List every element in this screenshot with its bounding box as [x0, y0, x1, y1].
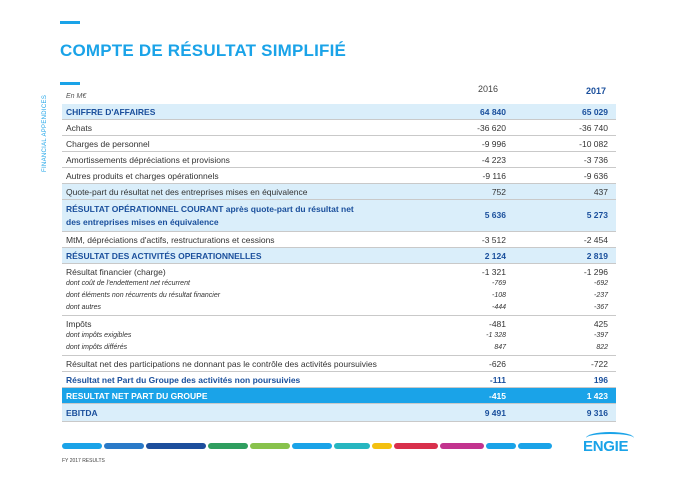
table-subrow — [62, 342, 616, 356]
band-segment — [146, 443, 206, 449]
engie-logo: ENGIE — [583, 438, 629, 455]
table-row — [62, 168, 616, 184]
value-2016: 9 491 — [484, 408, 506, 418]
row-label: EBITDA — [66, 408, 98, 418]
band-segment — [518, 443, 552, 449]
row-label: CHIFFRE D'AFFAIRES — [66, 107, 156, 117]
value-2017: 822 — [596, 344, 608, 351]
row-label: MtM, dépréciations d'actifs, restructurations et cessions — [66, 235, 275, 245]
value-2016: -1 328 — [486, 332, 506, 339]
value-2016: -415 — [488, 391, 506, 401]
row-label: Résultat net des participations ne donnant pas le contrôle des activités poursuivies — [66, 359, 377, 369]
value-2016: -108 — [491, 292, 506, 299]
band-segment — [394, 443, 438, 449]
value-2016: -9 996 — [481, 139, 506, 149]
value-2017: -397 — [593, 332, 608, 339]
side-section-label: FINANCIAL APPENDICES — [42, 94, 48, 172]
value-2017: 437 — [593, 187, 608, 197]
row-label: Charges de personnel — [66, 139, 150, 149]
band-segment — [292, 443, 332, 449]
table-row-operating-activities — [62, 248, 616, 264]
table-row-ebitda — [62, 404, 616, 422]
value-2017: -36 740 — [579, 123, 608, 133]
value-2016: -481 — [488, 319, 506, 329]
top-accent-bar — [60, 21, 80, 24]
brand-color-band — [62, 443, 552, 449]
table-row-net-income — [62, 388, 616, 404]
table-row-equity-share — [62, 184, 616, 200]
value-2017: -367 — [593, 304, 608, 311]
table-row — [62, 120, 616, 136]
table-row — [62, 356, 616, 372]
band-segment — [486, 443, 516, 449]
row-label: Impôts — [66, 319, 92, 329]
value-2017: -237 — [593, 292, 608, 299]
table-row — [62, 232, 616, 248]
value-2016: -111 — [489, 375, 506, 385]
table-row-discontinued — [62, 372, 616, 388]
row-label: Quote-part du résultat net des entreprises mises en équivalence — [66, 187, 308, 197]
value-2016: 2 124 — [484, 251, 506, 261]
value-2017: 1 423 — [586, 391, 608, 401]
value-2017: 196 — [593, 375, 608, 385]
row-label: Autres produits et charges opérationnels — [66, 171, 219, 181]
table-row — [62, 264, 616, 278]
value-2016: 847 — [494, 344, 506, 351]
value-2016: -4 223 — [481, 155, 506, 165]
value-2017: -2 454 — [583, 235, 608, 245]
row-label: dont éléments non récurrents du résultat financier — [66, 292, 221, 299]
table-subrow — [62, 278, 616, 290]
unit-label: En M€ — [66, 93, 87, 100]
table-subrow — [62, 302, 616, 316]
band-segment — [334, 443, 370, 449]
row-label: RESULTAT NET PART DU GROUPE — [66, 391, 208, 401]
year-2016-header: 2016 — [477, 84, 498, 94]
value-2016: 752 — [491, 187, 506, 197]
value-2016: -769 — [491, 280, 506, 287]
row-label: Résultat financier (charge) — [66, 267, 166, 277]
row-label: Amortissements dépréciations et provisions — [66, 155, 230, 165]
row-label: dont impôts exigibles — [66, 332, 132, 339]
row-label: RÉSULTAT DES ACTIVITÉS OPERATIONNELLES — [66, 251, 262, 261]
table-row — [62, 316, 616, 330]
value-2016: -3 512 — [481, 235, 506, 245]
value-2016: 5 636 — [484, 210, 506, 220]
section-accent-bar — [60, 82, 80, 85]
value-2017: -1 296 — [583, 267, 608, 277]
value-2016: -444 — [491, 304, 506, 311]
value-2016: -626 — [488, 359, 506, 369]
page-title: COMPTE DE RÉSULTAT SIMPLIFIÉ — [60, 41, 347, 60]
band-segment — [250, 443, 290, 449]
value-2017: -692 — [593, 280, 608, 287]
value-2017: -3 736 — [583, 155, 608, 165]
table-row — [62, 152, 616, 168]
band-segment — [62, 443, 102, 449]
value-2017: -9 636 — [583, 171, 608, 181]
table-row-current-operating-income — [62, 200, 616, 232]
row-label: Résultat net Part du Groupe des activités non poursuivies — [66, 375, 301, 385]
value-2017: 9 316 — [586, 408, 608, 418]
row-label: dont impôts différés — [66, 344, 128, 351]
row-label: RÉSULTAT OPÉRATIONNEL COURANT après quote-part du résultat net — [66, 204, 354, 214]
value-2017: 65 029 — [582, 107, 608, 117]
row-label-continued: des entreprises mises en équivalence — [66, 217, 219, 227]
table-subrow — [62, 330, 616, 342]
row-label: dont coût de l'endettement net récurrent — [66, 280, 190, 287]
table-row — [62, 136, 616, 152]
year-2017-header: 2017 — [585, 86, 606, 96]
value-2016: -1 321 — [481, 267, 506, 277]
value-2017: 2 819 — [586, 251, 608, 261]
table-subrow — [62, 290, 616, 302]
value-2017: -722 — [590, 359, 608, 369]
value-2016: -36 620 — [477, 123, 506, 133]
row-label: dont autres — [66, 304, 102, 311]
band-segment — [104, 443, 144, 449]
value-2016: 64 840 — [480, 107, 506, 117]
table-row-revenue — [62, 104, 616, 120]
band-segment — [208, 443, 248, 449]
footer-text: FY 2017 RESULTS — [62, 458, 105, 464]
value-2017: 425 — [593, 319, 608, 329]
value-2017: 5 273 — [586, 210, 608, 220]
band-segment — [440, 443, 484, 449]
band-segment — [372, 443, 392, 449]
value-2017: -10 082 — [579, 139, 608, 149]
row-label: Achats — [66, 123, 92, 133]
value-2016: -9 116 — [482, 171, 506, 181]
